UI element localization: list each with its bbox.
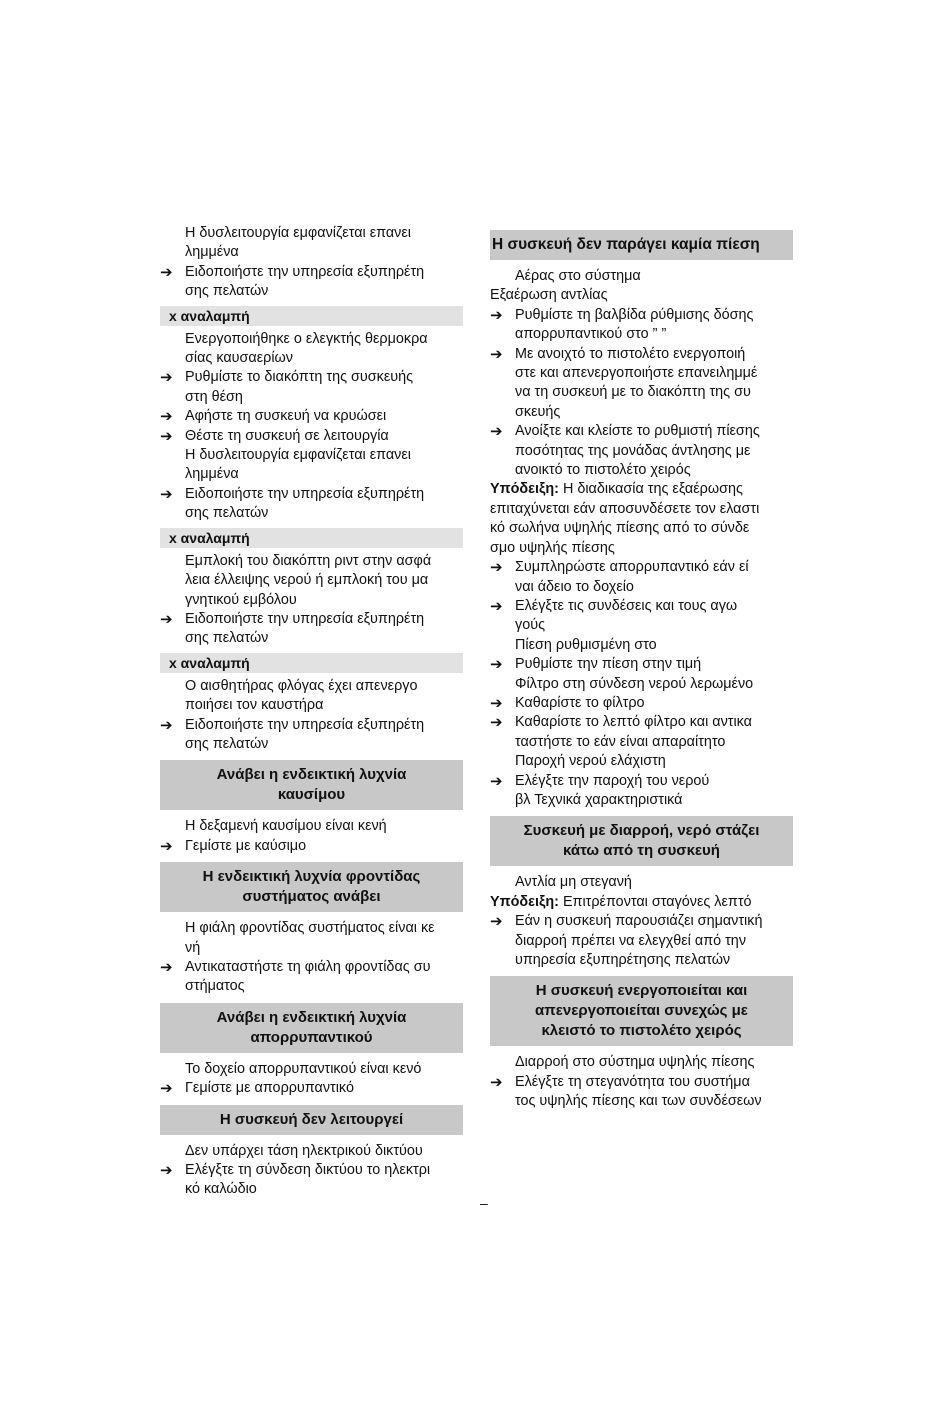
note-text: σμο υψηλής πίεσης — [490, 539, 615, 556]
arrow-right-icon: ➔ — [160, 408, 173, 426]
note-text: κό σωλήνα υψηλής πίεσης από το σύνδε — [490, 520, 750, 537]
action-item: ➔ Ειδοποιήστε την υπηρεσία εξυπηρέτη — [160, 610, 425, 628]
action-item: ➔ Ρυθμίστε το διακόπτη της συσκευής — [160, 369, 414, 387]
action-item: ➔ Ρυθμίστε την πίεση στην τιμή — [490, 656, 702, 674]
arrow-right-icon: ➔ — [490, 345, 503, 363]
cause-text: Η φιάλη φροντίδας συστήματος είναι κε — [185, 920, 435, 937]
arrow-right-icon: ➔ — [490, 597, 503, 615]
reference-text: βλ Τεχνικά χαρακτηριστικά — [515, 791, 683, 808]
cause-text: λημμένα — [185, 244, 239, 261]
subheading-flash: x αναλαμπή — [160, 306, 463, 326]
arrow-right-icon: ➔ — [490, 694, 503, 712]
action-text: σης πελατών — [185, 283, 269, 300]
action-text: στη θέση — [185, 388, 243, 405]
subheading-flash: x αναλαμπή — [160, 528, 463, 548]
action-item: ➔ Ελέγξτε τη στεγανότητα του συστήμα — [490, 1073, 750, 1091]
note-text: Υπόδειξη: Η διαδικασία της εξαέρωσης — [490, 481, 743, 498]
note-label: Υπόδειξη: — [490, 893, 559, 910]
cause-text: λεια έλλειψης νερού ή εμπλοκή του μα — [185, 572, 429, 589]
note-text: Υπόδειξη: Επιτρέπονται σταγόνες λεπτό — [490, 893, 752, 910]
action-text: στήματος — [185, 978, 245, 995]
section-heading-fuel: Ανάβει η ενδεικτική λυχνία καυσίμου — [160, 760, 463, 810]
action-item: ➔ Αντικαταστήστε τη φιάλη φροντίδας συ — [160, 958, 431, 976]
arrow-right-icon: ➔ — [160, 369, 173, 387]
action-text: σκευής — [515, 403, 561, 420]
page-number-mark: – — [480, 1195, 488, 1211]
cause-text: ποιήσει τον καυστήρα — [185, 697, 324, 714]
section-heading-no-pressure: Η συσκευή δεν παράγει καμία πίεση — [490, 230, 793, 260]
action-text: σης πελατών — [185, 735, 269, 752]
section-heading-cycling: Η συσκευή ενεργοποιείται και απενεργοποιείται συνεχώς με κλειστό το πιστολέτο χειρός — [490, 976, 793, 1046]
action-text: ποσότητας της μονάδας άντλησης με — [515, 442, 751, 459]
arrow-right-icon: ➔ — [490, 559, 503, 577]
cause-text: Αντλία μη στεγανή — [515, 874, 632, 891]
action-text: τος υψηλής πίεσης και των συνδέσεων — [515, 1093, 762, 1110]
section-heading-leak: Συσκευή με διαρροή, νερό στάζει κάτω από τη συσκευή — [490, 816, 793, 866]
cause-text: Η δυσλειτουργία εμφανίζεται επανει — [185, 225, 411, 241]
arrow-right-icon: ➔ — [160, 958, 173, 976]
action-item: ➔ Καθαρίστε το φίλτρο — [490, 694, 645, 712]
section-heading-detergent: Ανάβει η ενδεικτική λυχνία απορρυπαντικού — [160, 1003, 463, 1053]
arrow-right-icon: ➔ — [490, 913, 503, 931]
action-text: κό καλώδιο — [185, 1181, 257, 1198]
arrow-right-icon: ➔ — [490, 423, 503, 441]
arrow-right-icon: ➔ — [160, 1162, 173, 1179]
cause-text: γνητικού εμβόλου — [185, 591, 297, 608]
cause-text: Πίεση ρυθμισμένη στο — [515, 636, 657, 653]
action-text: στε και απενεργοποιήστε επανειλημμέ — [515, 365, 758, 382]
action-item: ➔ Ανοίξτε και κλείστε το ρυθμιστή πίεσης — [490, 423, 760, 441]
note-text: επιταχύνεται εάν αποσυνδέσετε τον ελαστι — [490, 500, 760, 517]
action-item: ➔ Θέστε τη συσκευή σε λειτουργία — [160, 427, 389, 445]
cause-text: Αέρας στο σύστημα — [515, 268, 641, 284]
cause-text: Ο αισθητήρας φλόγας έχει απενεργο — [185, 677, 418, 694]
cause-text: λημμένα — [185, 466, 239, 483]
cause-text: Η δυσλειτουργία εμφανίζεται επανει — [185, 447, 411, 464]
action-text: υπηρεσία εξυπηρέτησης πελατών — [515, 952, 731, 968]
arrow-right-icon: ➔ — [160, 837, 173, 855]
right-column — [490, 230, 793, 1112]
action-text: ανοικτό το πιστολέτο χειρός — [515, 462, 691, 479]
section-heading-system-care: Η ενδεικτική λυχνία φροντίδας συστήματος ανάβει — [160, 862, 463, 912]
action-item: ➔ Εάν η συσκευή παρουσιάζει σημαντική — [490, 913, 763, 931]
cause-text: Φίλτρο στη σύνδεση νερού λερωμένο — [515, 675, 754, 692]
action-item: ➔ Ρυθμίστε τη βαλβίδα ρύθμισης δόσης — [490, 306, 754, 324]
arrow-right-icon: ➔ — [490, 656, 503, 674]
arrow-right-icon: ➔ — [490, 1073, 503, 1091]
action-item: ➔ Καθαρίστε το λεπτό φίλτρο και αντικα — [490, 714, 753, 732]
action-text: σης πελατών — [185, 630, 269, 647]
action-item: ➔ Με ανοιχτό το πιστολέτο ενεργοποιή — [490, 345, 746, 363]
cause-text: Εξαέρωση αντλίας — [490, 287, 608, 304]
action-item: ➔ Ειδοποιήστε την υπηρεσία εξυπηρέτη — [160, 485, 425, 503]
action-item: ➔ Ειδοποιήστε την υπηρεσία εξυπηρέτη — [160, 716, 425, 734]
action-text: γούς — [515, 617, 546, 634]
action-item: ➔ Συμπληρώστε απορρυπαντικό εάν εί — [490, 559, 749, 577]
action-text: ναι άδειο το δοχείο — [515, 578, 634, 595]
cause-text: νή — [185, 939, 201, 956]
arrow-right-icon: ➔ — [490, 306, 503, 324]
action-text: απορρυπαντικού στο ” ” — [515, 326, 667, 343]
action-item: ➔ Γεμίστε με απορρυπαντικό — [160, 1080, 354, 1098]
action-text: να τη συσκευή με το διακόπτη της συ — [515, 384, 751, 401]
arrow-right-icon: ➔ — [160, 1080, 173, 1098]
cause-text: Δεν υπάρχει τάση ηλεκτρικού δικτύου — [185, 1142, 423, 1159]
action-item: ➔ Ελέγξτε τις συνδέσεις και τους αγω — [490, 597, 738, 615]
action-item: ➔ Αφήστε τη συσκευή να κρυώσει — [160, 408, 387, 426]
subheading-flash: x αναλαμπή — [160, 653, 463, 673]
arrow-right-icon: ➔ — [160, 427, 173, 445]
left-column — [160, 224, 463, 1200]
action-text: διαρροή πρέπει να ελεγχθεί από την — [515, 932, 747, 949]
action-text: ταστήστε το εάν είναι απαραίτητο — [515, 733, 726, 750]
arrow-right-icon: ➔ — [160, 485, 173, 503]
action-item: ➔ Γεμίστε με καύσιμο — [160, 837, 307, 855]
arrow-right-icon: ➔ — [490, 772, 503, 790]
cause-text: Εμπλοκή του διακόπτη ριντ στην ασφά — [185, 552, 432, 569]
action-item: ➔ Ειδοποιήστε την υπηρεσία εξυπηρέτη — [160, 263, 425, 281]
cause-text: Η δεξαμενή καυσίμου είναι κενή — [185, 818, 387, 835]
cause-text: Παροχή νερού ελάχιστη — [515, 753, 666, 770]
section-heading-not-working: Η συσκευή δεν λειτουργεί — [160, 1105, 463, 1135]
action-text: σης πελατών — [185, 505, 269, 522]
arrow-right-icon: ➔ — [160, 610, 173, 628]
cause-text: σίας καυσαερίων — [185, 350, 293, 367]
cause-text: Ενεργοποιήθηκε ο ελεγκτής θερμοκρα — [185, 330, 428, 347]
arrow-right-icon: ➔ — [160, 716, 173, 734]
action-item: ➔ Ελέγξτε τη σύνδεση δικτύου το ηλεκτρι — [160, 1162, 431, 1179]
arrow-right-icon: ➔ — [160, 263, 173, 281]
note-label: Υπόδειξη: — [490, 481, 559, 498]
action-item: ➔ Ελέγξτε την παροχή του νερού — [490, 772, 710, 790]
cause-text: Το δοχείο απορρυπαντικού είναι κενό — [185, 1060, 422, 1077]
arrow-right-icon: ➔ — [490, 714, 503, 732]
cause-text: Διαρροή στο σύστημα υψηλής πίεσης — [515, 1054, 755, 1071]
